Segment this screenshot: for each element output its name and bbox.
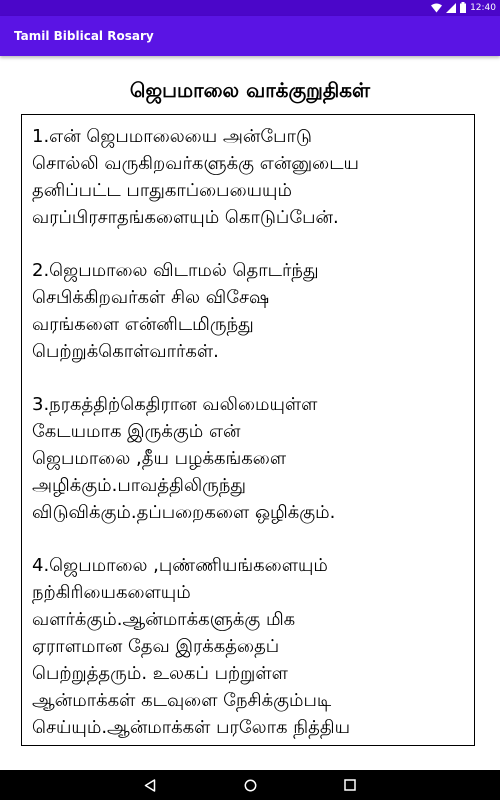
promise-item: 3.நரகத்திற்கெதிரான வலிமையுள்ள கேடயமாக இருக்கும் என் ஜெபமாலை ,தீய பழக்கங்களை அழிக்கும்.பாவத்திலிருந்து விடுவிக்கும்.தப்பறைகளை ஒழிக்கும்.: [32, 394, 336, 523]
battery-icon: [460, 2, 466, 13]
app-title: Tamil Biblical Rosary: [14, 29, 154, 43]
status-bar: [0, 0, 500, 16]
status-time: 12:40: [470, 2, 496, 13]
wifi-icon: [431, 3, 442, 13]
promise-item: 4.ஜெபமாலை ,புண்ணியங்களையும் நற்கிரியைகளையும் வளர்க்கும்.ஆன்மாக்களுக்கு மிக ஏராளமான தேவ இரக்கத்தைப் பெற்றுத்தரும். உலகப் பற்றுள்ள ஆன்மாக்கள் கடவுளை நேசிக்கும்படி செய்யும்.ஆன்மாக்கள் பரலோக நித்திய: [32, 555, 351, 738]
page-title: ஜெபமாலை வாக்குறுதிகள்: [129, 78, 371, 102]
promises-scroll-box[interactable]: [21, 114, 475, 746]
status-icons: [431, 2, 496, 13]
navigation-bar: [0, 770, 500, 800]
back-icon[interactable]: [142, 777, 158, 793]
promise-item: 2.ஜெபமாலை விடாமல் தொடர்ந்து செபிக்கிறவர்கள் சில விசேஷ வரங்களை என்னிடமிருந்து பெற்றுக்கொள்வார்கள்.: [32, 260, 319, 362]
promise-item: 1.என் ஜெபமாலையை அன்போடு சொல்லி வருகிறவர்களுக்கு என்னுடைய தனிப்பட்ட பாதுகாப்பையையும் வரப்பிரசாதங்களையும் கொடுப்பேன்.: [32, 126, 359, 228]
signal-icon: [446, 3, 456, 13]
app-bar: [0, 16, 500, 56]
home-icon[interactable]: [242, 777, 258, 793]
recents-icon[interactable]: [342, 777, 358, 793]
